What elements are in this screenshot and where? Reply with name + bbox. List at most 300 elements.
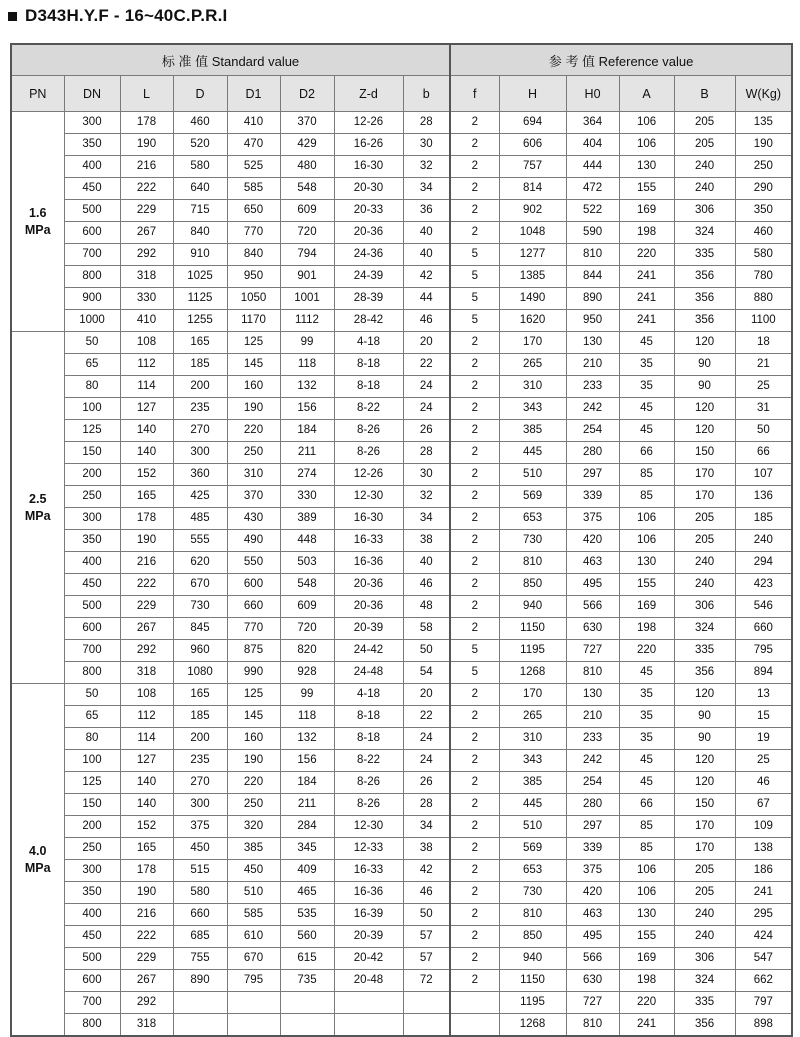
table-cell: 32 — [403, 156, 450, 178]
table-cell: 360 — [173, 464, 227, 486]
table-cell: 356 — [674, 662, 735, 684]
table-cell: 335 — [674, 640, 735, 662]
table-cell: 423 — [735, 574, 792, 596]
pn-unit: MPa — [24, 860, 51, 875]
table-cell: 520 — [173, 134, 227, 156]
table-cell: 525 — [227, 156, 280, 178]
table-row — [11, 750, 792, 772]
table-cell: 90 — [674, 728, 735, 750]
table-cell: 18 — [735, 332, 792, 354]
table-cell: 222 — [120, 926, 173, 948]
table-row — [11, 156, 792, 178]
table-cell: 120 — [674, 420, 735, 442]
table-cell: 2 — [450, 486, 499, 508]
table-cell: 66 — [619, 794, 674, 816]
table-cell: 2 — [450, 112, 499, 134]
table-cell: 211 — [280, 442, 334, 464]
table-cell: 450 — [64, 574, 120, 596]
table-cell: 85 — [619, 486, 674, 508]
table-cell: 463 — [566, 904, 619, 926]
table-cell: 350 — [64, 882, 120, 904]
table-cell: 339 — [566, 838, 619, 860]
table-cell: 343 — [499, 750, 566, 772]
table-row — [11, 112, 792, 134]
table-cell: 8-18 — [334, 376, 403, 398]
table-cell: 375 — [566, 508, 619, 530]
table-cell: 57 — [403, 948, 450, 970]
table-row — [11, 728, 792, 750]
table-cell: 254 — [566, 420, 619, 442]
table-cell: 1620 — [499, 310, 566, 332]
table-cell: 45 — [619, 332, 674, 354]
table-cell: 34 — [403, 178, 450, 200]
table-cell: 795 — [227, 970, 280, 992]
table-cell: 28 — [403, 794, 450, 816]
table-cell: 400 — [64, 904, 120, 926]
table-cell: 109 — [735, 816, 792, 838]
table-cell: 500 — [64, 948, 120, 970]
table-cell: 200 — [173, 728, 227, 750]
column-header: Z-d — [334, 76, 403, 112]
table-cell: 324 — [674, 618, 735, 640]
table-cell: 1170 — [227, 310, 280, 332]
table-cell: 233 — [566, 728, 619, 750]
table-row — [11, 178, 792, 200]
table-cell: 770 — [227, 618, 280, 640]
table-cell: 20-36 — [334, 222, 403, 244]
table-cell: 170 — [674, 838, 735, 860]
table-cell: 8-26 — [334, 442, 403, 464]
table-cell: 2 — [450, 970, 499, 992]
table-cell: 138 — [735, 838, 792, 860]
table-cell: 240 — [674, 156, 735, 178]
table-cell: 356 — [674, 1014, 735, 1037]
table-cell: 35 — [619, 706, 674, 728]
table-cell: 205 — [674, 860, 735, 882]
table-cell: 16-30 — [334, 508, 403, 530]
table-cell: 503 — [280, 552, 334, 574]
table-cell: 250 — [64, 838, 120, 860]
table-cell: 190 — [120, 882, 173, 904]
table-row — [11, 596, 792, 618]
table-cell: 140 — [120, 794, 173, 816]
table-cell: 297 — [566, 464, 619, 486]
table-cell: 20 — [403, 684, 450, 706]
table-cell: 800 — [64, 662, 120, 684]
table-cell: 345 — [280, 838, 334, 860]
table-cell: 127 — [120, 398, 173, 420]
table-cell: 28-39 — [334, 288, 403, 310]
table-cell: 241 — [619, 288, 674, 310]
table-cell: 26 — [403, 420, 450, 442]
table-cell: 265 — [499, 706, 566, 728]
table-cell: 620 — [173, 552, 227, 574]
table-cell: 555 — [173, 530, 227, 552]
table-cell: 600 — [64, 970, 120, 992]
table-cell: 2 — [450, 178, 499, 200]
table-cell: 535 — [280, 904, 334, 926]
table-cell: 229 — [120, 948, 173, 970]
table-cell: 178 — [120, 860, 173, 882]
pn-unit: MPa — [24, 508, 51, 523]
table-cell: 106 — [619, 112, 674, 134]
table-cell: 630 — [566, 970, 619, 992]
table-cell: 16-33 — [334, 530, 403, 552]
table-cell: 8-26 — [334, 794, 403, 816]
table-cell: 165 — [120, 838, 173, 860]
table-cell: 1255 — [173, 310, 227, 332]
table-cell: 240 — [674, 926, 735, 948]
table-cell: 606 — [499, 134, 566, 156]
table-cell: 8-18 — [334, 354, 403, 376]
table-cell: 106 — [619, 530, 674, 552]
table-cell: 1150 — [499, 970, 566, 992]
table-cell: 155 — [619, 178, 674, 200]
table-cell: 1112 — [280, 310, 334, 332]
table-cell: 32 — [403, 486, 450, 508]
table-cell: 50 — [403, 904, 450, 926]
table-cell: 169 — [619, 200, 674, 222]
table-cell: 16-39 — [334, 904, 403, 926]
table-cell: 112 — [120, 706, 173, 728]
table-cell: 389 — [280, 508, 334, 530]
table-cell: 140 — [120, 442, 173, 464]
bullet-square-icon — [8, 12, 17, 21]
table-cell: 770 — [227, 222, 280, 244]
table-cell: 4-18 — [334, 684, 403, 706]
table-cell: 318 — [120, 266, 173, 288]
table-cell: 50 — [64, 332, 120, 354]
table-cell: 580 — [173, 156, 227, 178]
table-cell: 2 — [450, 904, 499, 926]
table-cell: 364 — [566, 112, 619, 134]
table-cell: 410 — [227, 112, 280, 134]
pn-group-label — [11, 332, 64, 684]
table-cell: 356 — [674, 266, 735, 288]
table-cell: 50 — [735, 420, 792, 442]
table-cell: 495 — [566, 926, 619, 948]
table-cell: 80 — [64, 728, 120, 750]
table-cell: 400 — [64, 156, 120, 178]
column-header: D — [173, 76, 227, 112]
table-cell: 35 — [619, 684, 674, 706]
table-cell: 727 — [566, 640, 619, 662]
table-cell: 310 — [499, 728, 566, 750]
table-cell: 265 — [499, 354, 566, 376]
table-cell: 34 — [403, 816, 450, 838]
table-cell: 950 — [227, 266, 280, 288]
table-row — [11, 508, 792, 530]
table-row — [11, 266, 792, 288]
table-cell: 216 — [120, 552, 173, 574]
table-cell: 306 — [674, 596, 735, 618]
table-cell: 229 — [120, 200, 173, 222]
table-cell: 130 — [619, 552, 674, 574]
table-cell: 300 — [64, 112, 120, 134]
table-cell: 450 — [64, 926, 120, 948]
table-cell: 34 — [403, 508, 450, 530]
table-cell: 36 — [403, 200, 450, 222]
table-cell: 300 — [64, 860, 120, 882]
table-cell: 170 — [674, 816, 735, 838]
table-cell: 170 — [674, 464, 735, 486]
table-cell: 420 — [566, 530, 619, 552]
table-cell: 356 — [674, 310, 735, 332]
table-cell: 185 — [735, 508, 792, 530]
table-cell: 220 — [227, 772, 280, 794]
table-cell: 130 — [619, 904, 674, 926]
table-cell: 820 — [280, 640, 334, 662]
table-cell: 267 — [120, 970, 173, 992]
table-cell: 205 — [674, 882, 735, 904]
table-cell: 350 — [64, 134, 120, 156]
table-cell: 450 — [227, 860, 280, 882]
table-cell: 757 — [499, 156, 566, 178]
table-row — [11, 904, 792, 926]
table-row — [11, 706, 792, 728]
table-cell: 510 — [499, 464, 566, 486]
pn-value: 1.6 — [29, 205, 47, 220]
table-cell: 100 — [64, 750, 120, 772]
table-cell: 20-42 — [334, 948, 403, 970]
table-cell: 320 — [227, 816, 280, 838]
table-cell: 20-39 — [334, 618, 403, 640]
table-cell: 2 — [450, 728, 499, 750]
table-cell: 280 — [566, 442, 619, 464]
table-cell: 420 — [566, 882, 619, 904]
table-cell: 125 — [227, 684, 280, 706]
table-cell: 424 — [735, 926, 792, 948]
column-header: H — [499, 76, 566, 112]
table-cell: 306 — [674, 948, 735, 970]
table-cell: 630 — [566, 618, 619, 640]
table-row — [11, 244, 792, 266]
table-cell: 890 — [173, 970, 227, 992]
table-cell: 450 — [64, 178, 120, 200]
table-cell: 5 — [450, 662, 499, 684]
table-cell: 66 — [619, 442, 674, 464]
table-cell: 694 — [499, 112, 566, 134]
table-cell: 2 — [450, 816, 499, 838]
table-cell: 485 — [173, 508, 227, 530]
table-cell: 339 — [566, 486, 619, 508]
table-cell: 330 — [120, 288, 173, 310]
table-cell: 22 — [403, 354, 450, 376]
table-cell: 444 — [566, 156, 619, 178]
table-cell: 20-30 — [334, 178, 403, 200]
table-cell: 24 — [403, 728, 450, 750]
table-cell: 254 — [566, 772, 619, 794]
table-cell: 2 — [450, 574, 499, 596]
table-cell: 85 — [619, 838, 674, 860]
table-cell: 118 — [280, 354, 334, 376]
table-cell: 16-36 — [334, 882, 403, 904]
table-cell: 500 — [64, 200, 120, 222]
table-cell: 730 — [499, 530, 566, 552]
table-cell: 550 — [227, 552, 280, 574]
table-cell: 54 — [403, 662, 450, 684]
table-row — [11, 926, 792, 948]
table-cell: 5 — [450, 244, 499, 266]
table-cell: 700 — [64, 992, 120, 1014]
table-cell: 12-26 — [334, 464, 403, 486]
table-cell: 152 — [120, 464, 173, 486]
table-cell: 324 — [674, 970, 735, 992]
table-cell: 385 — [499, 420, 566, 442]
table-cell: 150 — [64, 442, 120, 464]
table-cell: 292 — [120, 992, 173, 1014]
table-cell: 240 — [674, 178, 735, 200]
table-cell: 735 — [280, 970, 334, 992]
table-cell: 19 — [735, 728, 792, 750]
table-cell: 20-33 — [334, 200, 403, 222]
table-cell: 429 — [280, 134, 334, 156]
table-cell: 178 — [120, 508, 173, 530]
table-cell: 1001 — [280, 288, 334, 310]
table-cell: 610 — [227, 926, 280, 948]
table-cell: 85 — [619, 464, 674, 486]
table-cell: 112 — [120, 354, 173, 376]
table-cell: 2 — [450, 684, 499, 706]
table-cell: 2 — [450, 376, 499, 398]
table-cell: 150 — [674, 794, 735, 816]
table-cell: 200 — [173, 376, 227, 398]
table-cell: 2 — [450, 332, 499, 354]
table-cell: 118 — [280, 706, 334, 728]
table-cell: 229 — [120, 596, 173, 618]
table-cell: 169 — [619, 948, 674, 970]
table-cell: 810 — [566, 662, 619, 684]
table-cell: 190 — [735, 134, 792, 156]
table-row — [11, 442, 792, 464]
table-cell: 463 — [566, 552, 619, 574]
table-cell: 45 — [619, 750, 674, 772]
table-cell: 85 — [619, 816, 674, 838]
table-cell: 500 — [64, 596, 120, 618]
table-cell: 335 — [674, 992, 735, 1014]
table-cell: 404 — [566, 134, 619, 156]
table-cell: 660 — [735, 618, 792, 640]
table-row — [11, 992, 792, 1014]
table-row — [11, 376, 792, 398]
table-cell: 20-36 — [334, 596, 403, 618]
table-cell: 685 — [173, 926, 227, 948]
table-cell: 165 — [173, 684, 227, 706]
table-cell: 800 — [64, 1014, 120, 1037]
table-cell: 270 — [173, 772, 227, 794]
table-cell: 810 — [499, 552, 566, 574]
table-cell: 845 — [173, 618, 227, 640]
table-cell: 20 — [403, 332, 450, 354]
table-cell: 569 — [499, 838, 566, 860]
table-cell: 1050 — [227, 288, 280, 310]
table-cell: 28 — [403, 442, 450, 464]
table-cell: 284 — [280, 816, 334, 838]
table-cell: 1080 — [173, 662, 227, 684]
table-cell: 510 — [499, 816, 566, 838]
table-row — [11, 398, 792, 420]
table-cell: 220 — [619, 244, 674, 266]
column-header: A — [619, 76, 674, 112]
table-cell: 24-48 — [334, 662, 403, 684]
table-cell: 400 — [64, 552, 120, 574]
table-cell: 40 — [403, 244, 450, 266]
table-cell: 292 — [120, 640, 173, 662]
table-cell: 794 — [280, 244, 334, 266]
table-cell: 670 — [227, 948, 280, 970]
table-cell: 35 — [619, 354, 674, 376]
table-cell: 335 — [674, 244, 735, 266]
table-cell: 840 — [173, 222, 227, 244]
table-cell: 653 — [499, 508, 566, 530]
table-cell: 940 — [499, 948, 566, 970]
table-cell: 445 — [499, 442, 566, 464]
table-cell: 465 — [280, 882, 334, 904]
table-cell: 2 — [450, 442, 499, 464]
table-row — [11, 662, 792, 684]
table-cell: 410 — [120, 310, 173, 332]
table-cell: 250 — [735, 156, 792, 178]
column-header: L — [120, 76, 173, 112]
table-cell: 2 — [450, 882, 499, 904]
table-cell: 210 — [566, 354, 619, 376]
table-cell: 2 — [450, 464, 499, 486]
table-cell: 38 — [403, 838, 450, 860]
table-cell: 50 — [403, 640, 450, 662]
table-cell: 120 — [674, 684, 735, 706]
table-cell: 480 — [280, 156, 334, 178]
table-cell: 569 — [499, 486, 566, 508]
table-cell: 5 — [450, 310, 499, 332]
table-cell: 910 — [173, 244, 227, 266]
table-cell: 58 — [403, 618, 450, 640]
table-cell: 132 — [280, 376, 334, 398]
table-cell: 106 — [619, 882, 674, 904]
table-cell: 566 — [566, 596, 619, 618]
table-cell: 310 — [499, 376, 566, 398]
table-cell: 2 — [450, 530, 499, 552]
table-cell: 130 — [619, 156, 674, 178]
table-cell: 720 — [280, 618, 334, 640]
table-cell — [280, 992, 334, 1014]
table-cell: 106 — [619, 508, 674, 530]
table-cell: 25 — [735, 750, 792, 772]
table-cell: 198 — [619, 222, 674, 244]
table-cell: 662 — [735, 970, 792, 992]
table-cell: 20-36 — [334, 574, 403, 596]
table-cell: 2 — [450, 508, 499, 530]
table-cell: 901 — [280, 266, 334, 288]
table-cell: 120 — [674, 772, 735, 794]
table-row — [11, 970, 792, 992]
table-cell: 2 — [450, 354, 499, 376]
table-cell: 295 — [735, 904, 792, 926]
table-cell: 1195 — [499, 992, 566, 1014]
table-cell: 450 — [173, 838, 227, 860]
column-header-row — [11, 76, 792, 112]
table-cell: 370 — [227, 486, 280, 508]
table-cell: 2 — [450, 134, 499, 156]
group-header-row — [11, 44, 792, 76]
table-cell: 135 — [735, 112, 792, 134]
table-cell: 220 — [227, 420, 280, 442]
table-cell: 80 — [64, 376, 120, 398]
table-cell: 385 — [227, 838, 280, 860]
table-cell: 928 — [280, 662, 334, 684]
table-cell: 30 — [403, 464, 450, 486]
table-cell: 640 — [173, 178, 227, 200]
table-cell: 990 — [227, 662, 280, 684]
